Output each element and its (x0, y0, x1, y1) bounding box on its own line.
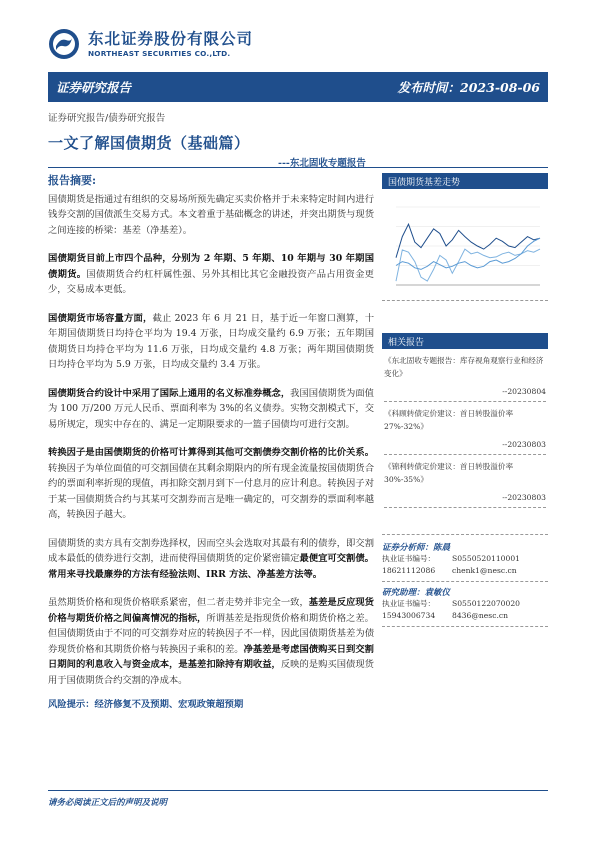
report-banner (48, 72, 548, 102)
analyst-email[interactable]: 8436@nesc.cn (452, 611, 509, 620)
title-divider (48, 167, 548, 168)
publish-date: 发布时间：2023-08-06 (397, 80, 540, 95)
related-report-date: --20230804 (384, 386, 546, 402)
related-report[interactable] (382, 349, 548, 402)
analyst-license: 执业证书编号： S0550520110001 (382, 554, 521, 563)
sidebar (382, 173, 548, 627)
analyst-divider (382, 626, 548, 627)
page-title: 一文了解国债期货（基础篇） (48, 134, 250, 152)
report-body (48, 173, 374, 713)
company-name-en: NORTHEAST SECURITIES CO.,LTD. (88, 48, 231, 58)
paragraph-capacity: 国债期货市场容量方面，截止 2023 年 6 月 21 日，基于近一年窗口测算，十年期国债期货日均持仓平均为 19.4 万张，日均成交量约 6.9 万张；五年期国债期货日均持仓平均为 11.6 万张，日均成交量约 4.8 万张；两年期国债期货日均持仓平均为 5.9 万张，日均成交量约 3.4 万张。 (48, 312, 374, 370)
report-type: 证券研究报告 (56, 80, 132, 95)
risk-warning: 风险提示：经济修复不及预期、宏观政策超预期 (48, 699, 244, 710)
basis-chart-svg (382, 189, 548, 299)
basis-chart (382, 189, 548, 301)
chart-series-line-2 (396, 249, 540, 281)
related-reports-title: 相关报告 (382, 333, 548, 349)
company-name-cn: 东北证券股份有限公司 (88, 29, 254, 48)
paragraph-notional-bond: 国债期货合约设计中采用了国际上通用的名义标准券概念，我国国债期货为面值为 100 万/200 万元人民币、票面利率为 3%的名义债券。实物交割模式下，交易所规定，现实中存在的、满足一定期限要求的一篮子国债均可进行交割。 (48, 387, 374, 430)
related-report[interactable] (382, 455, 548, 508)
analyst-role: 研究助理：袁敏仪 (382, 588, 451, 598)
breadcrumb: 证券研究报告/债券研究报告 (48, 113, 166, 124)
analyst-contact: 15943006734 8436@nesc.cn (382, 611, 509, 620)
related-report-title[interactable]: 《锦利转债定价建议：首日转股溢价率 30%-35%》 (384, 462, 514, 484)
analyst-block (382, 534, 548, 627)
analyst-license: 执业证书编号： S0550122070020 (382, 599, 521, 608)
logo-icon (48, 28, 80, 60)
related-report-date: --20230803 (384, 439, 546, 455)
footer-divider (48, 790, 548, 791)
abstract-label: 报告摘要: (48, 174, 97, 187)
chart-series-line-3 (396, 238, 540, 269)
analyst-email[interactable]: chenk1@nesc.cn (452, 566, 517, 575)
chart-title: 国债期货基差走势 (382, 173, 548, 189)
analyst-contact: 18621112086 chenk1@nesc.cn (382, 566, 517, 575)
analyst-role: 证券分析师：陈晨 (382, 543, 451, 553)
related-report[interactable] (382, 402, 548, 455)
paragraph-basis: 虽然期货价格和现货价格联系紧密，但二者走势并非完全一致，基差是反应现货价格与期货价格之间偏离情况的指标，所谓基差是指现货价格和期货价格之差。但国债期货由于不同的可交割券对应的转换因子不一样，因此国债期货基差为债券现货价格和其期货价格与转换因子乘积的差。净基差是考虑国债购买日到交割日期间的利息收入与资金成本，是基差扣除持有期收益，反映的是购买国债现货用于国债期货合约交割的净成本。 (48, 597, 374, 686)
paragraph-ctd: 国债期货的卖方具有交割券选择权，因而空头会选取对其最有利的债券，即交割成本最低的债券进行交割，进而使得国债期货的定价紧密锚定最便宜可交割债。常用来寻找最廉券的方法有经验法则、IRR 方法、净基差方法等。 (48, 537, 374, 580)
paragraph-conversion-factor: 转换因子是由国债期货的价格可计算得到其他可交割债券交割价格的比价关系。转换因子为单位面值的可交割国债在其剩余期限内的所有现金流量按国债期货合约的票面利率折现的现值，再扣除交割月到下一付息月的应计利息。转换因子对于某一国债期货合约与其某可交割券而言是唯一确定的，可交割券的票面利率越高，转换因子越大。 (48, 447, 374, 520)
analyst-divider (382, 581, 548, 582)
chart-series-line-1 (396, 224, 540, 258)
related-report-title[interactable]: 《东北固收专题报告：库存视角观察行业和经济变化》 (384, 356, 544, 378)
page-subtitle: ---东北固收专题报告 (278, 158, 366, 169)
related-report-title[interactable]: 《科顾转债定价建议：首日转股溢价率 27%-32%》 (384, 409, 514, 431)
paragraph-varieties: 国债期货目前上市四个品种，分别为 2 年期、5 年期、10 年期与 30 年期国债期货。国债期货合约杠杆属性强、另外其相比其它金融投资产品占用资金更少，交易成本更低。 (48, 253, 374, 295)
company-logo (48, 24, 288, 64)
related-reports-list (382, 349, 548, 508)
related-report-date: --20230803 (384, 492, 546, 508)
disclaimer-note[interactable]: 请务必阅读正文后的声明及说明 (48, 798, 168, 808)
paragraph-definition: 国债期货是指通过有组织的交易场所预先确定买卖价格并于未来特定时间内进行钱券交割的国债派生交易方式。本文着重于基础概念的讲述，并突出期货与现货之间连接的桥梁：基差（净基差）。 (48, 193, 374, 236)
